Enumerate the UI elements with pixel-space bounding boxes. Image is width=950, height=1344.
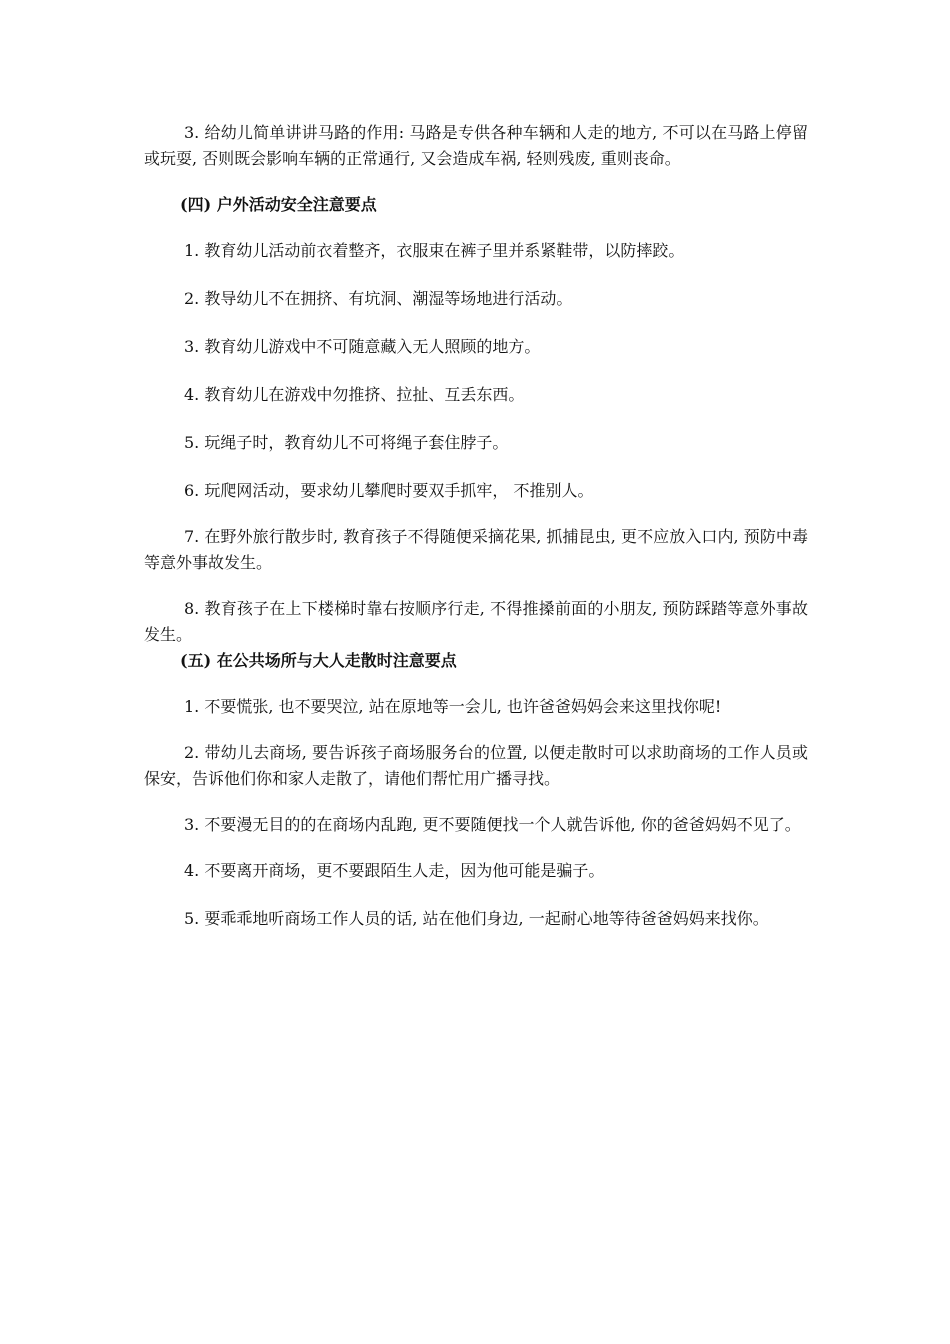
list-item: 1. 不要慌张, 也不要哭泣, 站在原地等一会儿, 也许爸爸妈妈会来这里找你呢! [184, 697, 722, 716]
list-item: 1. 教育幼儿活动前衣着整齐，衣服束在裤子里并系紧鞋带，以防摔跤。 [184, 241, 685, 260]
list-item: 2. 教导幼儿不在拥挤、有坑洞、潮湿等场地进行活动。 [184, 289, 573, 308]
paragraph-road-item-3: 3. 给幼儿简单讲讲马路的作用: 马路是专供各种车辆和人走的地方, 不可以在马路上停留或玩耍, 否则既会影响车辆的正常通行, 又会造成车祸, 轻则残废, 重则丧命。 [144, 123, 808, 168]
list-item: 3. 教育幼儿游戏中不可随意藏入无人照顾的地方。 [184, 337, 541, 356]
document-page [144, 120, 808, 932]
list-item: 4. 教育幼儿在游戏中勿推挤、拉扯、互丢东西。 [184, 385, 525, 404]
list-item: 6. 玩爬网活动，要求幼儿攀爬时要双手抓牢， 不推别人。 [184, 481, 594, 500]
list-item: 7. 在野外旅行散步时, 教育孩子不得随便采摘花果, 抓捕昆虫, 更不应放入口内, 预防中毒等意外事故发生。 [144, 527, 808, 572]
list-item: 8. 教育孩子在上下楼梯时靠右按顺序行走, 不得推搡前面的小朋友, 预防踩踏等意外事故发生。 [144, 599, 808, 644]
section-heading-outdoor-safety: (四) 户外活动安全注意要点 [180, 195, 377, 214]
section-heading-lost-in-public: (五) 在公共场所与大人走散时注意要点 [180, 651, 457, 670]
list-item: 2. 带幼儿去商场, 要告诉孩子商场服务台的位置, 以便走散时可以求助商场的工作人员或保安，告诉他们你和家人走散了，请他们帮忙用广播寻找。 [144, 743, 808, 788]
list-item: 4. 不要离开商场，更不要跟陌生人走，因为他可能是骗子。 [184, 861, 605, 880]
list-item: 3. 不要漫无目的的在商场内乱跑, 更不要随便找一个人就告诉他, 你的爸爸妈妈不见了。 [184, 815, 801, 834]
list-item: 5. 要乖乖地听商场工作人员的话, 站在他们身边, 一起耐心地等待爸爸妈妈来找你。 [184, 909, 769, 928]
list-item: 5. 玩绳子时，教育幼儿不可将绳子套住脖子。 [184, 433, 509, 452]
